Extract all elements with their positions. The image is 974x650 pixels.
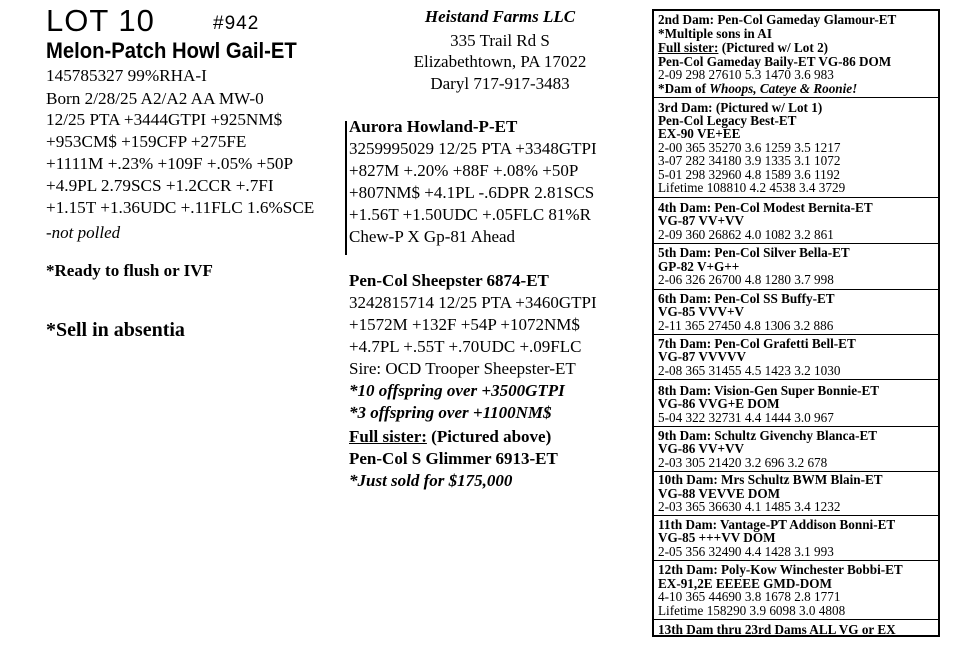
dam3-lifetime: Lifetime 108810 4.2 4538 3.4 3729 bbox=[658, 180, 846, 195]
sold-note: *Just sold for $175,000 bbox=[349, 471, 513, 490]
dam2-dam-of-names: Whoops, Cateye & Roonie! bbox=[709, 81, 858, 96]
consignor-phone: Daryl 717-917-3483 bbox=[430, 74, 570, 93]
pedigree-separator bbox=[654, 426, 938, 427]
dam12-score: EX-91,2E EEEEE GMD-DOM bbox=[658, 576, 833, 591]
sire-line: +1.56T +1.50UDC +.05FLC 81%R bbox=[349, 205, 591, 224]
dam-title: 8th Dam: Vision-Gen Super Bonnie-ET bbox=[658, 383, 880, 398]
consignor-city: Elizabethtown, PA 17022 bbox=[413, 52, 587, 71]
dam-title: 7th Dam: Pen-Col Grafetti Bell-ET bbox=[658, 336, 856, 351]
pedigree-separator bbox=[654, 97, 938, 98]
mgs-line: 3242815714 12/25 PTA +3460GTPI bbox=[349, 293, 597, 312]
pedigree-separator bbox=[654, 197, 938, 198]
sire-line: +827M +.20% +88F +.08% +50P bbox=[349, 161, 579, 180]
mgs-offspring-note: *10 offspring over +3500GTPI bbox=[349, 381, 565, 400]
dam-score: VG-87 VV+VV bbox=[658, 213, 745, 228]
dam-record: 2-11 365 27450 4.8 1306 3.2 886 bbox=[658, 318, 834, 333]
dam3-record: 3-07 282 34180 3.9 1335 3.1 1072 bbox=[658, 153, 841, 168]
dam2-full-sister-label: Full sister: bbox=[658, 40, 719, 55]
lot-title: LOT 10 bbox=[46, 3, 155, 38]
pedigree-separator bbox=[654, 515, 938, 516]
dam-title: 6th Dam: Pen-Col SS Buffy-ET bbox=[658, 291, 835, 306]
dam-score: VG-85 VVV+V bbox=[658, 304, 745, 319]
ready-note: *Ready to flush or IVF bbox=[46, 261, 213, 280]
dam-score: VG-85 +++VV DOM bbox=[658, 530, 776, 545]
dam-title: 11th Dam: Vantage-PT Addison Bonni-ET bbox=[658, 517, 896, 532]
sire-line: Chew-P X Gp-81 Ahead bbox=[349, 227, 516, 246]
dam-title: 9th Dam: Schultz Givenchy Blanca-ET bbox=[658, 428, 878, 443]
dam3-record: 2-00 365 35270 3.6 1259 3.5 1217 bbox=[658, 140, 841, 155]
consignor-address: 335 Trail Rd S bbox=[450, 31, 550, 50]
dam2-dam-of bbox=[658, 82, 857, 96]
consignor-name: Heistand Farms LLC bbox=[424, 7, 576, 26]
pedigree-footer: 13th Dam thru 23rd Dams ALL VG or EX bbox=[658, 622, 896, 637]
dam-score: VG-87 VVVVV bbox=[658, 349, 747, 364]
dam3-record: 5-01 298 32960 4.8 1589 3.6 1192 bbox=[658, 167, 840, 182]
animal-pta-line: +953CM$ +159CFP +275FE bbox=[46, 132, 247, 151]
dam-title: 10th Dam: Mrs Schultz BWM Blain-ET bbox=[658, 472, 883, 487]
dam-title: 4th Dam: Pen-Col Modest Bernita-ET bbox=[658, 200, 873, 215]
animal-pta-line: 12/25 PTA +3444GTPI +925NM$ bbox=[46, 110, 283, 129]
dam-record: 2-06 326 26700 4.8 1280 3.7 998 bbox=[658, 272, 834, 287]
dam-record: 2-08 365 31455 4.5 1423 3.2 1030 bbox=[658, 363, 841, 378]
dam-record: 2-05 356 32490 4.4 1428 3.1 993 bbox=[658, 544, 834, 559]
dam2-dam-of-prefix: *Dam of bbox=[658, 81, 710, 96]
dam-score: GP-82 V+G++ bbox=[658, 259, 740, 274]
not-polled-note: -not polled bbox=[46, 223, 121, 242]
dam-score: VG-86 VVG+E DOM bbox=[658, 396, 780, 411]
mgs-offspring-note: *3 offspring over +1100NM$ bbox=[349, 403, 552, 422]
dam3-title: 3rd Dam: (Pictured w/ Lot 1) bbox=[658, 100, 823, 115]
animal-pta-line: +4.9PL 2.79SCS +1.2CCR +.7FI bbox=[46, 176, 274, 195]
full-sister-name: Pen-Col S Glimmer 6913-ET bbox=[349, 449, 558, 468]
dam-score: VG-88 VEVVE DOM bbox=[658, 486, 781, 501]
dam-title: 5th Dam: Pen-Col Silver Bella-ET bbox=[658, 245, 850, 260]
dam-record: 2-03 305 21420 3.2 696 3.2 678 bbox=[658, 455, 828, 470]
animal-reg-line: 145785327 99%RHA-I bbox=[46, 66, 207, 85]
animal-name: Melon-Patch Howl Gail-ET bbox=[46, 38, 297, 63]
dam-record: 2-09 360 26862 4.0 1082 3.2 861 bbox=[658, 227, 834, 242]
absentia-note: *Sell in absentia bbox=[46, 319, 185, 341]
mgs-line: +4.7PL +.55T +.70UDC +.09FLC bbox=[349, 337, 582, 356]
dam2-full-sister-name: Pen-Col Gameday Baily-ET VG-86 DOM bbox=[658, 54, 892, 69]
sire-line: +807NM$ +4.1PL -.6DPR 2.81SCS bbox=[349, 183, 595, 202]
pedigree-separator bbox=[654, 379, 938, 380]
dam2-note: *Multiple sons in AI bbox=[658, 26, 772, 41]
dam12-record: 4-10 365 44690 3.8 1678 2.8 1771 bbox=[658, 589, 841, 604]
pedigree-separator bbox=[654, 560, 938, 561]
pedigree-separator bbox=[654, 334, 938, 335]
animal-birth-line: Born 2/28/25 A2/A2 AA MW-0 bbox=[46, 89, 264, 108]
full-sister-line bbox=[349, 426, 551, 448]
dam12-title: 12th Dam: Poly-Kow Winchester Bobbi-ET bbox=[658, 562, 903, 577]
dam-record: 5-04 322 32731 4.4 1444 3.0 967 bbox=[658, 410, 834, 425]
pedigree-separator bbox=[654, 619, 938, 620]
lot-number: #942 bbox=[213, 13, 260, 34]
animal-pta-line: +1111M +.23% +109F +.05% +50P bbox=[46, 154, 294, 173]
mgs-line: +1572M +132F +54P +1072NM$ bbox=[349, 315, 580, 334]
dam3-name: Pen-Col Legacy Best-ET bbox=[658, 113, 797, 128]
dam-score: VG-86 VV+VV bbox=[658, 441, 745, 456]
mgs-name: Pen-Col Sheepster 6874-ET bbox=[349, 271, 549, 290]
sire-name: Aurora Howland-P-ET bbox=[349, 117, 518, 136]
dam3-score: EX-90 VE+EE bbox=[658, 126, 741, 141]
dam2-full-sister-rest: (Pictured w/ Lot 2) bbox=[718, 40, 829, 55]
dam2-title: 2nd Dam: Pen-Col Gameday Glamour-ET bbox=[658, 12, 897, 27]
dam2-full-sister bbox=[658, 41, 828, 55]
sire-divider bbox=[345, 121, 347, 255]
full-sister-rest: (Pictured above) bbox=[426, 427, 552, 446]
pedigree-separator bbox=[654, 289, 938, 290]
pedigree-separator bbox=[654, 243, 938, 244]
full-sister-label: Full sister: bbox=[349, 427, 427, 446]
dam-record: 2-03 365 36630 4.1 1485 3.4 1232 bbox=[658, 499, 841, 514]
dam2-record: 2-09 298 27610 5.3 1470 3.6 983 bbox=[658, 67, 834, 82]
mgs-line: Sire: OCD Trooper Sheepster-ET bbox=[349, 359, 576, 378]
dam12-lifetime: Lifetime 158290 3.9 6098 3.0 4808 bbox=[658, 603, 846, 618]
animal-pta-line: +1.15T +1.36UDC +.11FLC 1.6%SCE bbox=[46, 198, 315, 217]
sire-line: 3259995029 12/25 PTA +3348GTPI bbox=[349, 139, 597, 158]
